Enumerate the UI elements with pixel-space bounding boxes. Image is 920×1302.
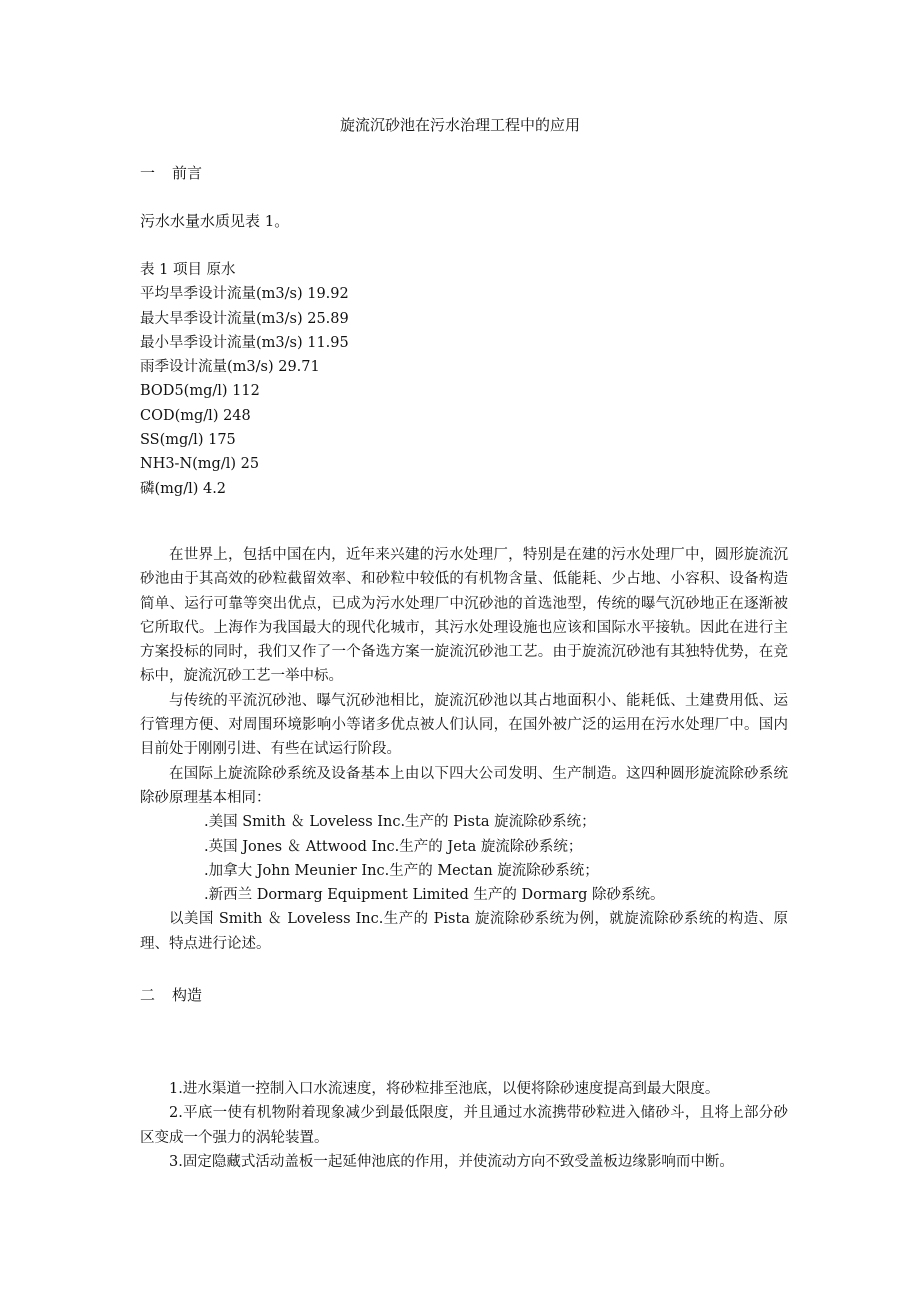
table-row: SS(mg/l) 175 [140,432,236,449]
body-paragraph: 与传统的平流沉砂池、曝气沉砂池相比，旋流沉砂池以其占地面积小、能耗低、土建费用低、运行管理方便、对周围环境影响小等诸多优点被人们认同，在国外被广泛的运用在污水处理厂中。国内目前处于刚刚引进、有些在试运行阶段。 [140,692,788,758]
document-title: 旋流沉砂池在污水治理工程中的应用 [339,116,580,134]
company-list-item: .英国 Jones ＆ Attwood Inc.生产的 Jeta 旋流除砂系统； [204,838,583,855]
body-paragraph: 在国际上旋流除砂系统及设备基本上由以下四大公司发明、生产制造。这四种圆形旋流除砂系统除砂原理基本相同： [140,765,788,806]
table-row: 磷(mg/l) 4.2 [140,480,227,497]
table-row: 平均旱季设计流量(m3/s) 19.92 [140,286,349,303]
table-row: BOD5(mg/l) 112 [140,383,260,400]
company-list-item: .美国 Smith ＆ Loveless Inc.生产的 Pista 旋流除砂系统； [204,814,596,831]
table-row: NH3-N(mg/l) 25 [140,456,260,473]
section-label: 构造 [172,986,203,1004]
table-row: 最小旱季设计流量(m3/s) 11.95 [140,334,349,351]
structure-item: 2.平底一使有机物附着现象减少到最低限度，并且通过水流携带砂粒进入储砂斗，且将上部分砂区变成一个强力的涡轮装置。 [140,1105,788,1146]
section-heading-preface [140,162,202,184]
water-quality-table [140,258,349,501]
table-header: 表 1 项目 原水 [140,262,236,278]
body-section-preface [140,543,788,956]
body-section-structure [140,1077,788,1174]
company-list-item: .加拿大 John Meunier Inc.生产的 Mectan 旋流除砂系统； [204,862,599,879]
company-list-item: .新西兰 Dormarg Equipment Limited 生产的 Dormarg 除砂系统。 [204,887,665,904]
table-row: 雨季设计流量(m3/s) 29.71 [140,359,320,376]
structure-item: 3.固定隐藏式活动盖板一起延伸池底的作用，并使流动方向不致受盖板边缘影响而中断。 [169,1153,734,1170]
body-paragraph: 在世界上，包括中国在内，近年来兴建的污水处理厂，特别是在建的污水处理厂中，圆形旋流沉砂池由于其高效的砂粒截留效率、和砂粒中较低的有机物含量、低能耗、少占地、小容积、设备构造简单、运行可靠等突出优点，已成为污水处理厂中沉砂池的首选池型，传统的曝气沉砂地正在逐渐被它所取代。上海作为我国最大的现代化城市，其污水处理设施也应该和国际水平接轨。因此在进行主方案投标的同时，我们又作了一个备选方案一旋流沉砂池工艺。由于旋流沉砂池有其独特优势，在竞标中，旋流沉砂工艺一举中标。 [140,547,788,685]
section-heading-structure [140,984,202,1006]
intro-text: 污水水量水质见表 1。 [140,212,290,230]
section-number: 一 [140,164,156,182]
structure-item: 1.进水渠道一控制入口水流速度，将砂粒排至池底，以便将除砂速度提高到最大限度。 [169,1081,720,1097]
table-row: COD(mg/l) 248 [140,407,251,424]
section-label: 前言 [172,164,203,182]
closing-paragraph: 以美国 Smith ＆ Loveless Inc.生产的 Pista 旋流除砂系统为例，就旋流除砂系统的构造、原理、特点进行论述。 [140,911,788,952]
table-row: 最大旱季设计流量(m3/s) 25.89 [140,310,349,327]
section-number: 二 [140,986,156,1004]
